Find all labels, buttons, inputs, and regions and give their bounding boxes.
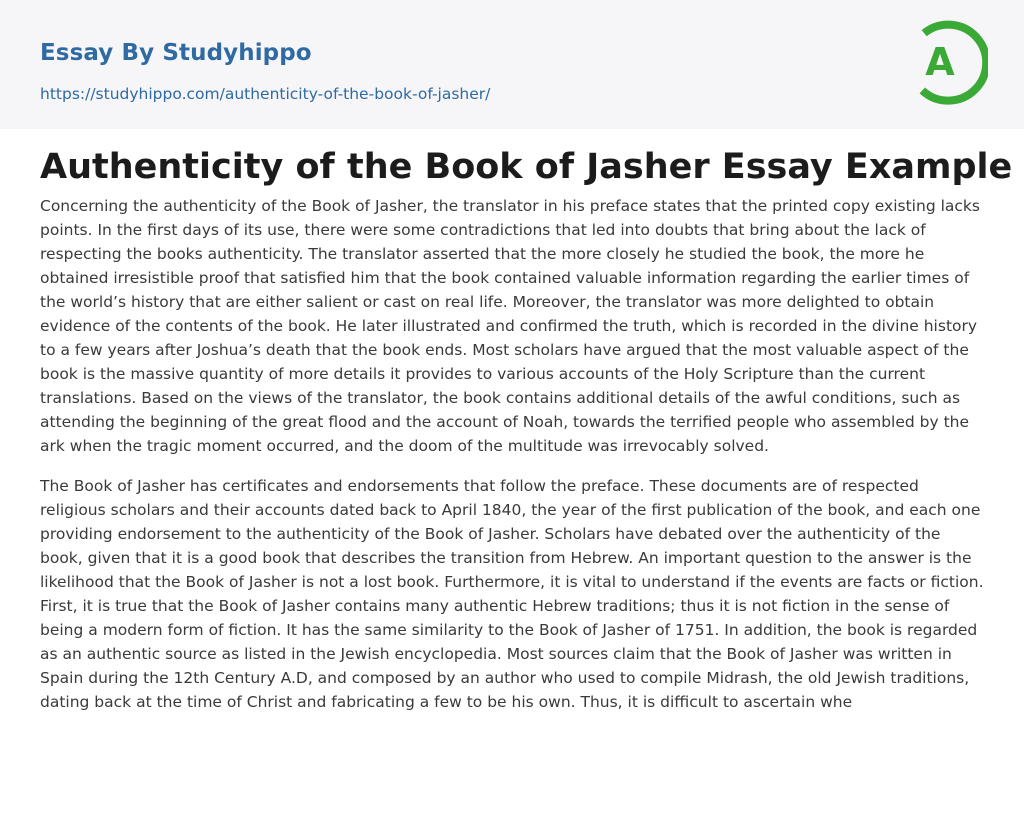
essay-paragraph-1: Concerning the authenticity of the Book of Jasher, the translator in his preface states that the printed copy existing lacks points. In the first days of its use, there were some contradictions that led into doubts that bring about the lack of respecting the books authenticity. The translator asserted that the more closely he studied the book, the more he obtained irresistible proof that satisfied him that the book contained valuable information regarding the earlier times of the world’s history that are either salient or cast on real life. Moreover, the translator was more delighted to obtain evidence of the contents of the book. He later illustrated and confirmed the truth, which is recorded in the divine history to a few years after Joshua’s death that the book ends. Most scholars have argued that the most valuable aspect of the book is the massive quantity of more details it provides to various accounts of the Holy Scripture than the current translations. Based on the views of the translator, the book contains additional details of the awful conditions, such as attending the beginning of the great flood and the account of Noah, towards the terrified people who assembled by the ark when the tragic moment occurred, and the doom of the multitude was irrevocably solved.	[40, 197, 980, 455]
essay-paragraph-2: The Book of Jasher has certificates and endorsements that follow the preface. These documents are of respected religious scholars and their accounts dated back to April 1840, the year of the first publication of the book, and each one providing endorsement to the authenticity of the Book of Jasher. Scholars have debated over the authenticity of the book, given that it is a good book that describes the transition from Hebrew. An important question to the answer is the likelihood that the Book of Jasher is not a lost book. Furthermore, it is vital to understand if the events are facts or fiction. First, it is true that the Book of Jasher contains many authentic Hebrew traditions; thus it is not fiction in the sense of being a modern form of fiction. It has the same similarity to the Book of Jasher of 1751. In addition, the book is regarded as an authentic source as listed in the Jewish encyclopedia. Most sources claim that the Book of Jasher was written in Spain during the 12th Century A.D, and composed by an author who used to compile Midrash, the old Jewish traditions, dating back at the time of Christ and fabricating a few to be his own. Thus, it is difficult to ascertain whe	[40, 477, 984, 711]
essay-url-link[interactable]: https://studyhippo.com/authenticity-of-the-book-of-jasher/	[40, 85, 491, 103]
studyhippo-logo[interactable]	[908, 18, 988, 106]
logo-letter: A	[925, 40, 955, 84]
site-brand[interactable]: Essay By Studyhippo	[40, 40, 312, 66]
page-header	[0, 0, 1024, 129]
page-title: Authenticity of the Book of Jasher Essay Example	[40, 147, 1013, 187]
essay-body	[40, 194, 984, 730]
